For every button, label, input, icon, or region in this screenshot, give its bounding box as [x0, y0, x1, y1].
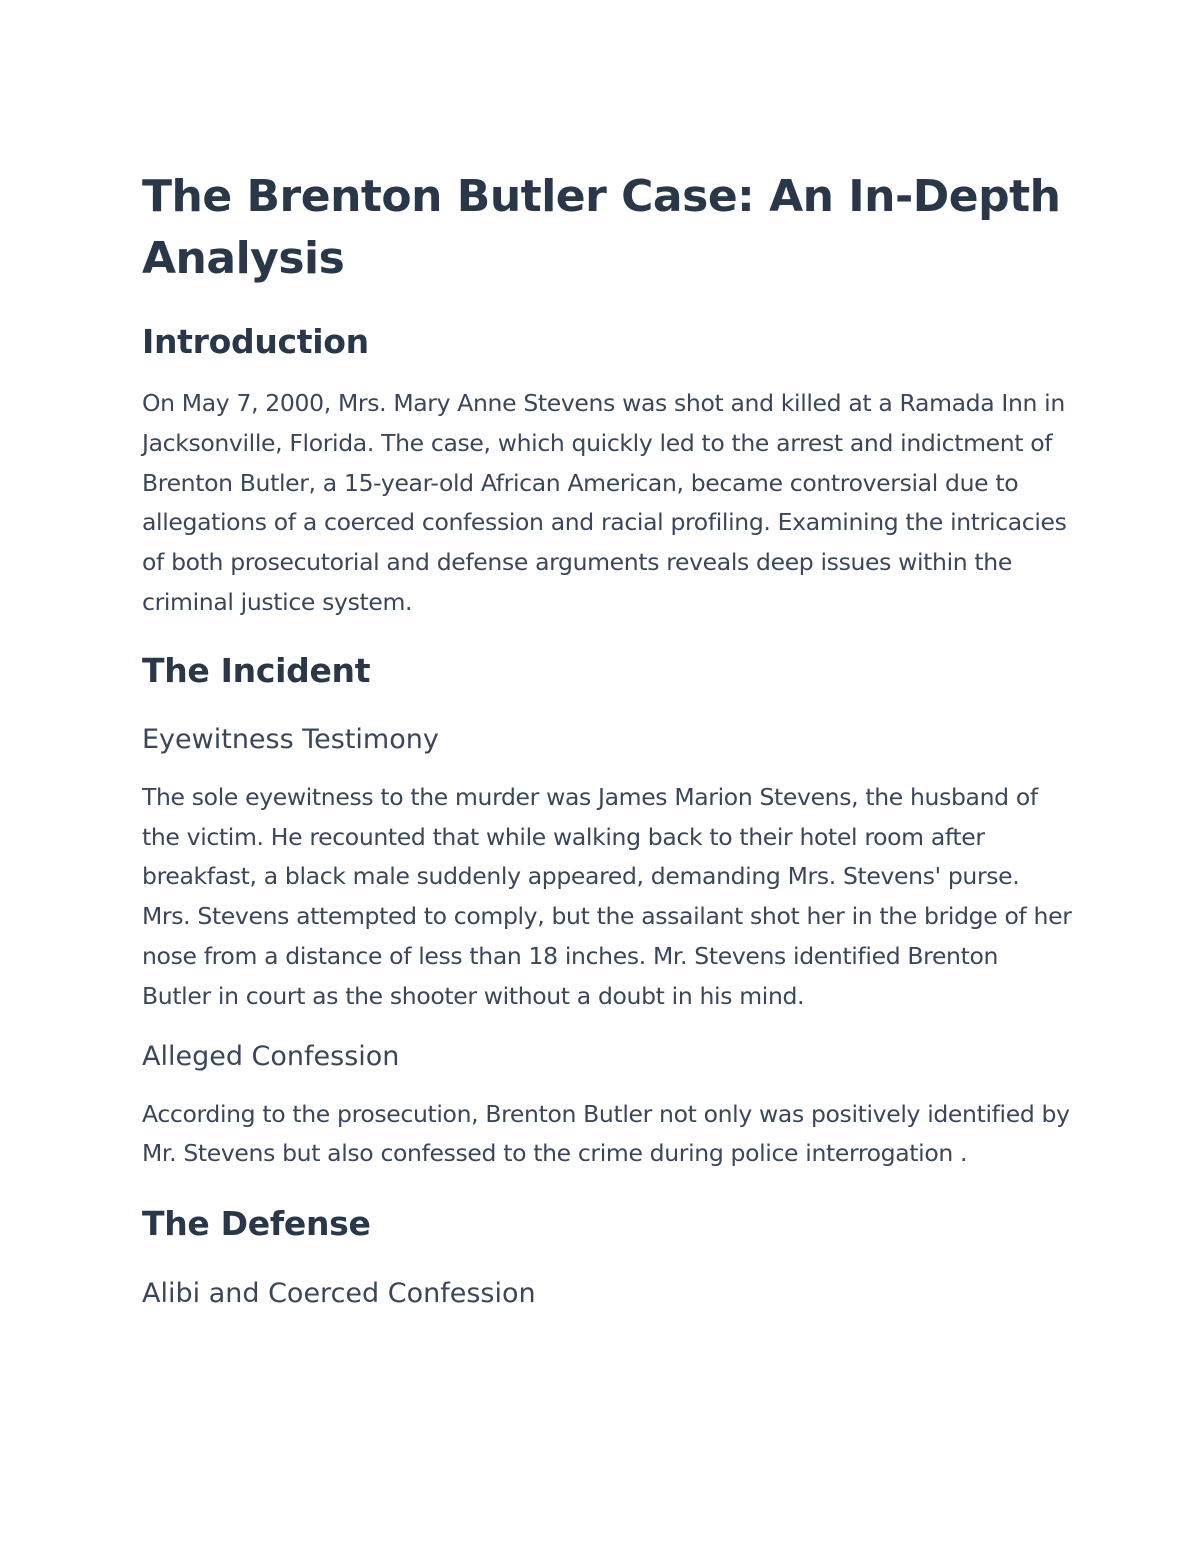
section-heading-incident: The Incident — [142, 650, 371, 690]
section-heading-introduction: Introduction — [142, 322, 369, 361]
subheading-eyewitness-testimony: Eyewitness Testimony — [142, 723, 439, 755]
document-title: The Brenton Butler Case: An In-Depth Analysis — [142, 171, 1061, 284]
document-page — [142, 166, 1072, 1312]
eyewitness-paragraph: The sole eyewitness to the murder was James Marion Stevens, the husband of the victim. He recounted that while walking back to their hotel room after breakfast, a black male suddenly appeared, demanding Mrs. Stevens' purse. Mrs. Stevens attempted to comply, but the assailant shot her in the bridge of her nose from a distance of less than 18 inches. Mr. Stevens identified Brenton Butler in court as the shooter without a doubt in his mind. — [142, 782, 1072, 1010]
subheading-alleged-confession: Alleged Confession — [142, 1040, 400, 1072]
subheading-alibi-coerced-confession: Alibi and Coerced Confession — [142, 1278, 536, 1310]
confession-paragraph: According to the prosecution, Brenton Butler not only was positively identified by Mr. Stevens but also confessed to the crime during police interrogation . — [142, 1099, 1070, 1168]
introduction-paragraph: On May 7, 2000, Mrs. Mary Anne Stevens was shot and killed at a Ramada Inn in Jacksonville, Florida. The case, which quickly led to the arrest and indictment of Brenton Butler, a 15-year-old African American, became controversial due to allegations of a coerced confession and racial profiling. Examining the intricacies of both prosecutorial and defense arguments reveals deep issues within the criminal justice system. — [142, 389, 1067, 616]
section-heading-defense: The Defense — [142, 1204, 371, 1244]
